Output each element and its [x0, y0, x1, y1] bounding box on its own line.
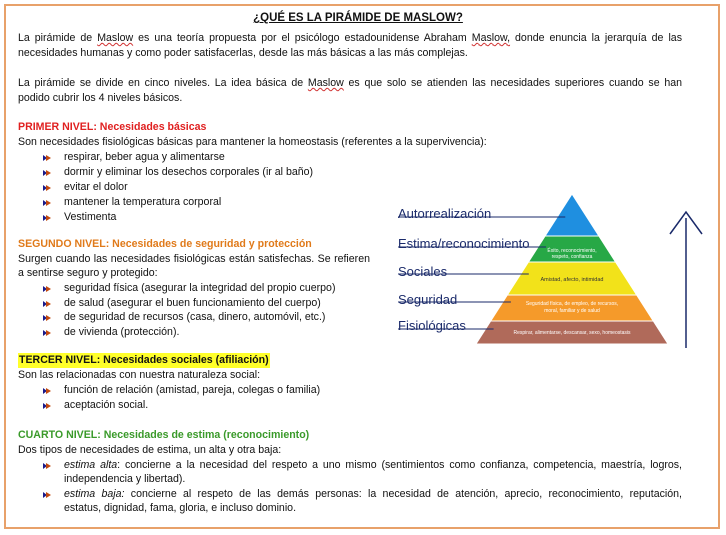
bullet-arrow-icon: [42, 461, 52, 471]
bullet-arrow-icon: [42, 168, 52, 178]
bullet-arrow-icon: [42, 490, 52, 500]
pyramid-inner-physiological: Respirar, alimentarse, descansar, sexo, homeostasis: [513, 330, 631, 336]
level4-item-high-cont: independencia y libertad).: [64, 473, 186, 485]
bullet-arrow-icon: [42, 386, 52, 396]
level2-desc-1: Surgen cuando las necesidades fisiológicas están satisfechas. Se refieren: [18, 253, 370, 265]
level4-item-low: estima baja: concierne al respeto de las demás personas: la necesidad de atención, aprecio, reconocimiento, reputación,: [64, 487, 682, 502]
intro-line-4: podido cubrir los 4 niveles básicos.: [18, 92, 183, 104]
pyramid-label-esteem: Estima/reconocimiento: [398, 236, 530, 251]
level4-item-high: estima alta: concierne a la necesidad del respeto a uno mismo (sentimientos como confianza, competencia, maestría, logros,: [64, 458, 682, 473]
bullet-arrow-icon: [42, 198, 52, 208]
level2-item: de seguridad de recursos (casa, dinero, automóvil, etc.): [64, 310, 325, 325]
level3-heading: TERCER NIVEL: Necesidades sociales (afiliación): [19, 354, 269, 366]
level2-item: de vivienda (protección).: [64, 325, 179, 340]
intro-line-1: La pirámide de Maslow es una teoría propuesta por el psicólogo estadounidense Abraham Maslow, donde enuncia la jerarquía de las: [18, 32, 682, 44]
bullet-arrow-icon: [42, 183, 52, 193]
level2-item: seguridad física (asegurar la integridad del propio cuerpo): [64, 281, 335, 296]
level2-heading: SEGUNDO NIVEL: Necesidades de seguridad y protección: [18, 238, 312, 250]
level1-desc: Son necesidades fisiológicas básicas para mantener la homeostasis (referentes a la supervivencia):: [18, 136, 487, 148]
pyramid-inner-safety-2: moral, familiar y de salud: [544, 308, 600, 314]
intro-line-2: necesidades humanas y como poder satisfacerlas, desde las más básicas a las más complejas.: [18, 47, 468, 59]
bullet-arrow-icon: [42, 213, 52, 223]
bullet-arrow-icon: [42, 284, 52, 294]
level1-item: mantener la temperatura corporal: [64, 195, 221, 210]
pyramid-label-physiological: Fisiológicas: [398, 318, 466, 333]
pyramid-label-self-actualization: Autorrealización: [398, 206, 492, 221]
level4-desc: Dos tipos de necesidades de estima, un alta y otra baja:: [18, 444, 282, 456]
pyramid-level-self-actualization: [545, 194, 599, 236]
bullet-arrow-icon: [42, 313, 52, 323]
pyramid-label-safety: Seguridad: [398, 292, 458, 307]
pyramid-inner-safety-1: Seguridad física, de empleo, de recursos,: [525, 301, 619, 307]
level1-item: evitar el dolor: [64, 180, 128, 195]
bullet-arrow-icon: [42, 153, 52, 163]
level4-item-low-cont: estatus, dignidad, fama, gloria, e incluso dominio.: [64, 502, 297, 514]
level4-heading: CUARTO NIVEL: Necesidades de estima (reconocimiento): [18, 429, 310, 441]
page-title: ¿QUÉ ES LA PIRÁMIDE DE MASLOW?: [253, 12, 463, 24]
bullet-arrow-icon: [42, 401, 52, 411]
level1-item: dormir y eliminar los desechos corporales (ir al baño): [64, 165, 313, 180]
level1-heading: PRIMER NIVEL: Necesidades básicas: [18, 121, 207, 133]
level3-desc: Son las relacionadas con nuestra naturaleza social:: [18, 369, 261, 381]
intro-line-3: La pirámide se divide en cinco niveles. La idea básica de Maslow es que solo se atienden las necesidades superiores cuando se han: [18, 77, 683, 89]
level3-item: función de relación (amistad, pareja, colegas o familia): [64, 383, 320, 398]
pyramid-inner-social: Amistad, afecto, intimidad: [540, 277, 604, 283]
level1-item: Vestimenta: [64, 210, 116, 225]
pyramid-inner-esteem-1: Éxito, reconocimiento, respeto, confianza: [547, 248, 597, 260]
level2-desc-2: a sentirse seguro y protegido:: [18, 267, 158, 279]
level2-item: de salud (asegurar el buen funcionamiento del cuerpo): [64, 296, 321, 311]
bullet-arrow-icon: [42, 328, 52, 338]
pyramid-label-social: Sociales: [398, 264, 448, 279]
bullet-arrow-icon: [42, 299, 52, 309]
level3-item: aceptación social.: [64, 398, 148, 413]
level1-item: respirar, beber agua y alimentarse: [64, 150, 225, 165]
